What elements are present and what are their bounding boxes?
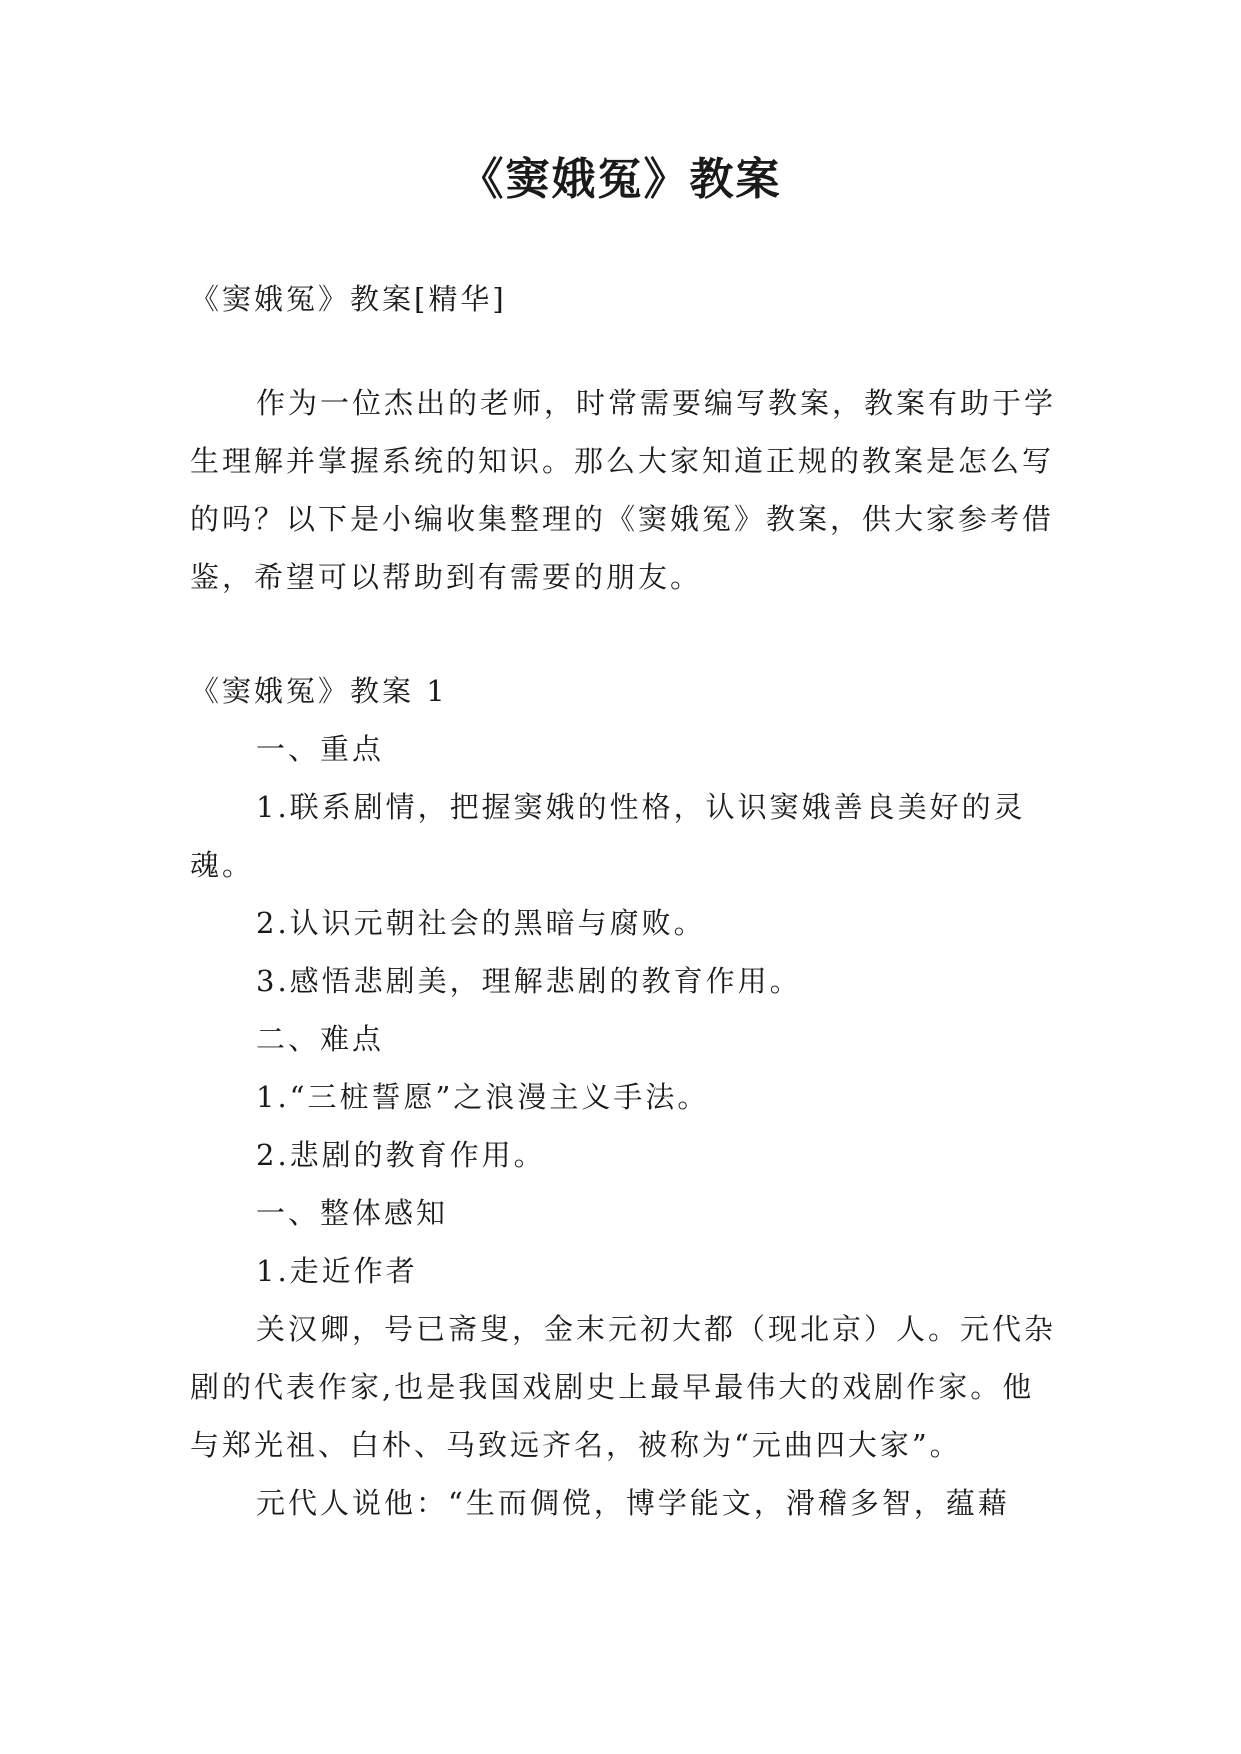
heading-key-points: 一、重点 (256, 732, 385, 766)
section-heading: 《窦娥冤》教案 1 (190, 674, 448, 708)
document-body (190, 270, 1056, 1532)
heading-overall-perception: 一、整体感知 (256, 1196, 449, 1230)
heading-author: 1.走近作者 (256, 1254, 418, 1288)
author-paragraph: 关汉卿，号已斋叟，金末元初大都（现北京）人。元代杂剧的代表作家,也是我国戏剧史上最早最伟大的戏剧作家。他与郑光祖、白朴、马致远齐名，被称为“元曲四大家”。 (190, 1312, 1057, 1462)
heading-difficulties: 二、难点 (256, 1022, 385, 1056)
subtitle: 《窦娥冤》教案[精华] (190, 282, 507, 316)
document-title: 《窦娥冤》教案 (459, 154, 782, 205)
list-item: 2.悲剧的教育作用。 (256, 1138, 546, 1172)
list-item: 1.联系剧情，把握窦娥的性格，认识窦娥善良美好的灵魂。 (190, 790, 1026, 882)
list-item: 2.认识元朝社会的黑暗与腐败。 (256, 906, 706, 940)
quote-paragraph: 元代人说他：“生而倜傥，博学能文，滑稽多智，蕴藉 (256, 1486, 1010, 1520)
intro-paragraph: 作为一位杰出的老师，时常需要编写教案，教案有助于学生理解并掌握系统的知识。那么大家知道正规的教案是怎么写的吗？以下是小编收集整理的《窦娥冤》教案，供大家参考借鉴，希望可以帮助到有需要的朋友。 (190, 386, 1057, 594)
list-item: 1.“三桩誓愿”之浪漫主义手法。 (256, 1080, 710, 1114)
list-item: 3.感悟悲剧美，理解悲剧的教育作用。 (256, 964, 802, 998)
